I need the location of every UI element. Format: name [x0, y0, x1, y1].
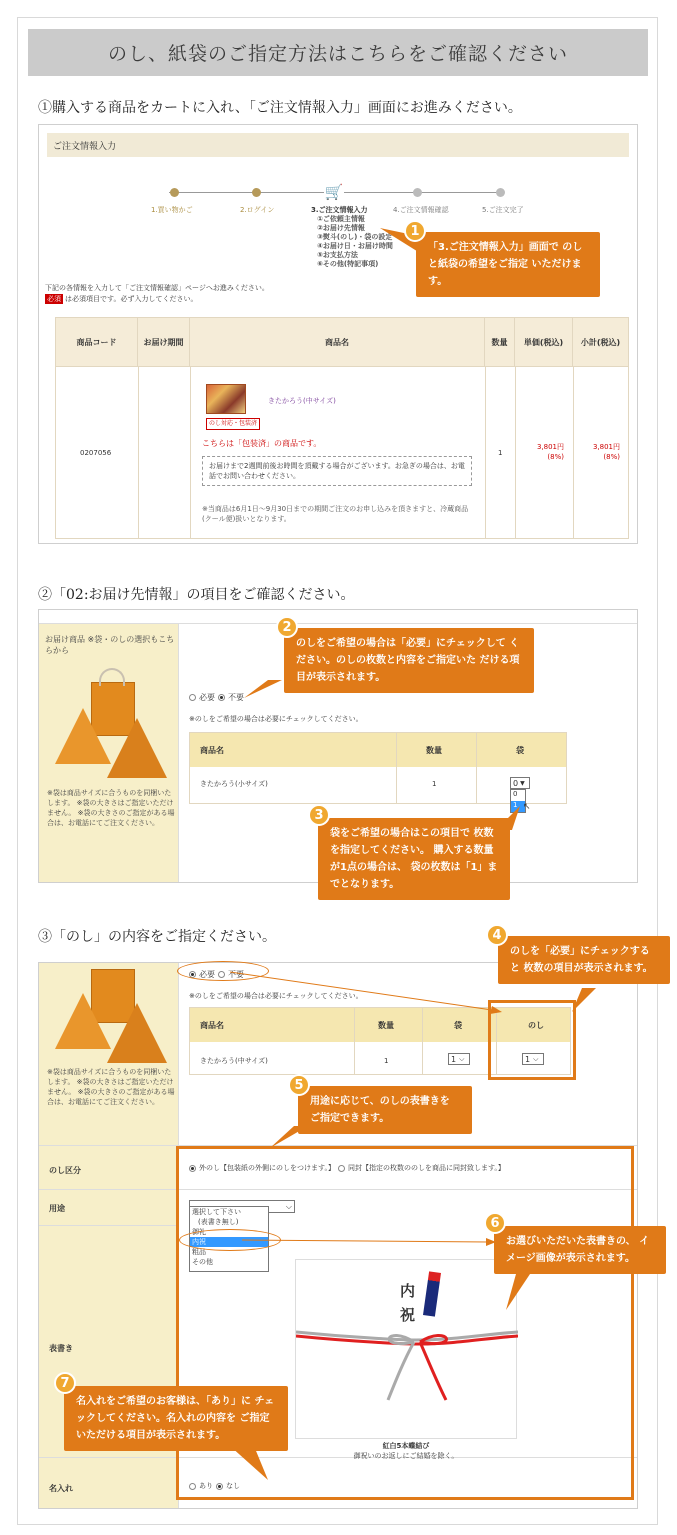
progress-dot-2: [252, 188, 261, 197]
sub-steps: ①ご依頼主情報 ②お届け先情報 ③熨斗(のし)・袋の設定 ④お届け日・お届け時間 ⑤お支払方法 ⑥その他(特記事項): [317, 215, 393, 268]
col-divider-2: [190, 366, 191, 538]
radio-none-label: 不要: [228, 970, 244, 979]
callout4-line: [226, 964, 516, 1024]
use-option-0[interactable]: 選択して下さい: [192, 1208, 241, 1216]
cell-qty: 1: [432, 780, 437, 788]
callout-3: 袋をご希望の場合はこの項目で 枚数を指定してください。 購入する数量が1点の場合は、 袋の枚数は「1」までとなります。: [318, 818, 510, 900]
use-label: 用途: [49, 1204, 65, 1213]
use-option-2[interactable]: 御礼: [192, 1228, 206, 1236]
cursor-icon: ↖: [523, 802, 531, 812]
radio-outer-label: 外のし【包装紙の外側にのしをつけます。】: [199, 1164, 335, 1172]
radio-need-label: 必要: [199, 970, 215, 979]
radio-note: ※のしをご希望の場合は必要にチェックしてください。: [189, 715, 363, 723]
th-subtotal: 小計(税込): [580, 337, 621, 347]
omote-label: 表書き: [49, 1344, 73, 1353]
col-divider-1: [138, 366, 139, 538]
callout-4-number: 4: [486, 924, 508, 946]
callout-4: のしを「必要」にチェックすると 枚数の項目が表示されます。: [498, 936, 670, 984]
bag-select[interactable]: 1 ⌵: [448, 1053, 470, 1065]
radio-need[interactable]: [189, 694, 196, 701]
product-tag: のし対応・包装済: [206, 418, 260, 430]
noshi-text-1: 内: [400, 1282, 416, 1300]
use-option-4[interactable]: 粗品: [192, 1248, 206, 1256]
name-label: 名入れ: [49, 1484, 73, 1493]
callout7-pointer: [230, 1446, 270, 1482]
th-price: 単価(税込): [515, 318, 573, 366]
callout-1: 「3.ご注文情報入力」画面で のしと紙袋の希望をご指定 いただけます。: [416, 232, 600, 297]
noshi-radio-group: [189, 692, 244, 703]
callout-2: のしをご希望の場合は「必要」にチェックして ください。のしの枚数と内容をご指定いた だける項目が表示されます。: [284, 628, 534, 693]
callout-6: お選びいただいた表書きの、 イメージ画像が表示されます。: [494, 1226, 666, 1274]
row-line-c: [39, 1225, 179, 1226]
instruction-text: 下記の各情報を入力して「ご注文情報確認」ページへお進みください。: [45, 284, 269, 292]
panel-title: ご注文情報入力: [47, 133, 629, 157]
progress-label-1: 1.買い物かご: [151, 206, 193, 214]
radio-name-yes-label: あり: [199, 1482, 213, 1490]
callout-3-number: 3: [308, 804, 330, 826]
progress-label-2: 2.ログイン: [240, 206, 275, 214]
bag-table-head: [190, 733, 566, 767]
bag-option-1[interactable]: 1: [511, 801, 525, 812]
bags-image: [55, 668, 169, 786]
panel-top-row: [39, 610, 637, 624]
cell-qty: 1: [384, 1057, 389, 1065]
noshi-select[interactable]: 1 ⌵: [522, 1053, 544, 1065]
cart-table: [55, 317, 629, 539]
cell-code: 0207056: [80, 449, 112, 457]
callout-1-number: 1: [404, 220, 426, 242]
th-period: お届け期間: [138, 318, 190, 366]
callout-2-number: 2: [276, 616, 298, 638]
callout-7-number: 7: [54, 1372, 76, 1394]
radio-note: ※のしをご希望の場合は必要にチェックしてください。: [189, 992, 363, 1000]
side-title: お届け商品 ※袋・のしの選択もこちらから: [45, 635, 175, 655]
th-bag: 袋: [516, 746, 524, 755]
cart-icon: 🛒: [324, 183, 344, 201]
radio-none[interactable]: [218, 694, 225, 701]
radio-inner-label: 同封【指定の枚数ののしを商品に同封致します。】: [347, 1164, 505, 1172]
use-select[interactable]: ⌵: [189, 1200, 295, 1213]
callout6-pointer: [506, 1274, 536, 1314]
required-note: [45, 294, 197, 304]
th-qty: 数量: [426, 746, 442, 755]
progress-label-3: 3.ご注文情報入力: [311, 206, 368, 214]
callout-5-number: 5: [288, 1074, 310, 1096]
cell-price: 3,801円 (8%): [536, 443, 564, 461]
step3-heading: ③「のし」の内容をご指定ください。: [38, 929, 276, 945]
progress-dot-1: [170, 188, 179, 197]
cell-subtotal: 3,801円 (8%): [592, 443, 620, 461]
radio-need-label: 必要: [199, 693, 215, 702]
bag-table: [189, 732, 567, 809]
progress-label-4: 4.ご注文情報確認: [393, 206, 449, 214]
radio-name-no-label: なし: [226, 1482, 240, 1490]
th-code: 商品コード: [56, 318, 138, 366]
product-image: [206, 384, 246, 414]
col-divider-3: [485, 366, 486, 538]
row-divider: [56, 366, 628, 367]
order-screenshot-panel: [38, 124, 638, 544]
cool-note: ※当商品は6月1日〜9月30日までの期間ご注文のお申し込みを頂きますと、冷蔵商品(クール便)扱いとなります。: [202, 505, 469, 523]
th-noshi: のし: [528, 1021, 544, 1030]
callout2-pointer: [244, 680, 284, 700]
product-link[interactable]: きたかろう(中サイズ): [268, 397, 336, 405]
notice-box: お届けまで2週間前後お時間を頂戴する場合がございます。お急ぎの場合は、お電話でお問い合わせください。: [202, 456, 472, 486]
image-subcaption: 御祝いのお返しにご結婚を除く。: [353, 1452, 459, 1460]
th-product: 商品名: [190, 318, 485, 366]
image-caption: 紅白5本蝶結び: [382, 1442, 430, 1450]
cell-qty: 1: [498, 449, 503, 457]
col-div-b: [476, 733, 477, 803]
th-bag: 袋: [454, 1021, 462, 1030]
callout-6-number: 6: [484, 1212, 506, 1234]
th-qty: 数量: [485, 318, 515, 366]
use-option-5[interactable]: その他: [192, 1258, 213, 1266]
noshi-text-2: 祝: [400, 1306, 416, 1324]
cell-product: きたかろう(小サイズ): [200, 780, 268, 788]
side-note: ※袋は商品サイズに合うものを同梱いたします。 ※袋の大きさはご指定いただけません。 ※袋の大きさのご指定がある場合は、お電話にてご注文ください。: [47, 1068, 175, 1106]
required-text: は必須項目です。必ず入力してください。: [65, 295, 198, 303]
progress-dot-5: [496, 188, 505, 197]
callout4-pointer: [572, 988, 602, 1014]
col-div-a: [396, 733, 397, 803]
th-product: 商品名: [200, 746, 224, 755]
wrapped-text: こちらは「包装済」の商品です。: [202, 439, 322, 448]
progress-dot-4: [413, 188, 422, 197]
use-option-1[interactable]: (表書き無し): [198, 1218, 239, 1226]
th-product: 商品名: [200, 1021, 224, 1030]
col-divider-4: [515, 366, 516, 538]
th-qty: 数量: [378, 1021, 394, 1030]
progress-label-5: 5.ご注文完了: [482, 206, 524, 214]
radio-none-label: 不要: [228, 693, 244, 702]
bag-option-0[interactable]: 0: [513, 790, 518, 798]
callout-5: 用途に応じて、のしの表書きを ご指定できます。: [298, 1086, 472, 1134]
page-title: のし、紙袋のご指定方法はこちらをご確認ください: [28, 29, 648, 76]
cell-product: きたかろう(中サイズ): [200, 1057, 268, 1065]
bag-select[interactable]: 0 ▼: [510, 777, 530, 789]
bags-image: [55, 963, 169, 1073]
callout-7: 名入れをご希望のお客様は、「あり」に チェックしてください。名入れの内容を ご指定いただける項目が表示されます。: [64, 1386, 288, 1451]
callout6-line: [238, 1230, 508, 1250]
step1-heading: ①購入する商品をカートに入れ、「ご注文情報入力」画面にお進みください。: [38, 100, 522, 116]
use-option-3[interactable]: 内祝: [190, 1237, 268, 1247]
step2-heading: ②「02:お届け先情報」の項目をご確認ください。: [38, 587, 355, 603]
side-note: ※袋は商品サイズに合うものを同梱いたします。 ※袋の大きさはご指定いただけません。 ※袋の大きさのご指定がある場合は、お電話にてご注文ください。: [47, 789, 175, 827]
required-badge: 必須: [47, 295, 61, 303]
col-divider-5: [573, 366, 574, 538]
noshi-type-label: のし区分: [49, 1166, 81, 1175]
